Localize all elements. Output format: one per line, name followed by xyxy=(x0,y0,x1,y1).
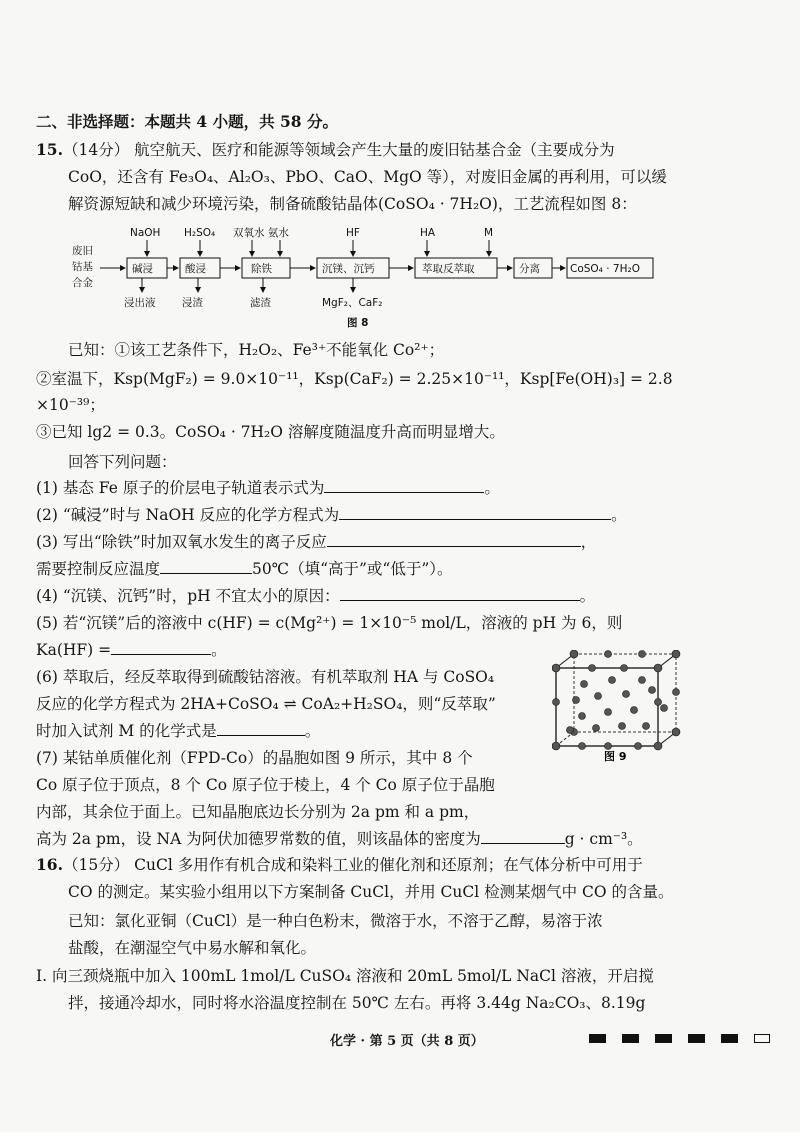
sub3b-end: 50℃（填“高于”或“低于”）。 xyxy=(252,560,453,578)
q16-line-6: 拌，接通冷却水，同时将水浴温度控制在 50℃ 左右。再将 3.44g Na₂CO₃、8.19g xyxy=(68,994,646,1012)
q15-sub-7d xyxy=(36,829,643,849)
start-material-label-2: 钴基 xyxy=(72,261,93,273)
footer-mark xyxy=(688,1034,705,1043)
q15-sub-7c: 内部，其余位于面上。已知晶胞底边长分别为 2a pm 和 a pm， xyxy=(36,803,480,821)
q15-sub-7a: (7) 某钴单质催化剂（FPD-Co）的晶胞如图 9 所示，其中 8 个 xyxy=(36,749,473,767)
footer-mark xyxy=(655,1034,672,1043)
sub7-answer-blank[interactable] xyxy=(481,829,565,844)
footer-mark xyxy=(589,1034,606,1043)
input-naoh: NaOH xyxy=(130,227,161,239)
input-hf: HF xyxy=(346,227,360,239)
sub1-answer-blank[interactable] xyxy=(324,478,484,493)
step-precipitate-mg-ca: 沉镁、沉钙 xyxy=(322,263,375,275)
sub3-answer-blank[interactable] xyxy=(327,532,581,547)
sub6-answer-blank[interactable] xyxy=(217,721,305,736)
figure9-caption: 图 9 xyxy=(604,750,627,762)
q15-intro-line-3: 解资源短缺和减少环境污染，制备硫酸钴晶体(CoSO₄ · 7H₂O)，工艺流程如图 8： xyxy=(68,195,637,213)
page-footer: 化学 · 第 5 页（共 8 页） xyxy=(330,1034,484,1049)
footer-page-marks xyxy=(589,1028,786,1047)
sub1-text: (1) 基态 Fe 原子的价层电子轨道表示式为 xyxy=(36,479,325,497)
q16-line-3: 已知：氯化亚铜（CuCl）是一种白色粉末，微溶于水，不溶于乙醇，易溶于浓 xyxy=(68,912,603,930)
sub6c-text: 时加入试剂 M 的化学式是 xyxy=(36,722,217,740)
sub5-answer-blank[interactable] xyxy=(111,640,211,655)
output-mgf2-caf2: MgF₂、CaF₂ xyxy=(322,297,383,309)
q16-line-5: Ⅰ. 向三颈烧瓶中加入 100mL 1mol/L CuSO₄ 溶液和 20mL 5mol/L NaCl 溶液，开启搅 xyxy=(36,967,654,985)
figure9-unit-cell xyxy=(552,650,687,762)
output-leachate: 浸出液 xyxy=(124,297,156,309)
q15-prompt: 回答下列问题： xyxy=(68,453,177,471)
q16-line-1: CuCl 多用作有机合成和染料工业的催化剂和还原剂；在气体分析中可用于 xyxy=(134,856,643,874)
sub1-end: 。 xyxy=(484,479,500,497)
footer-mark xyxy=(721,1034,738,1043)
q15-sub-5b xyxy=(36,640,227,660)
step-product: CoSO₄ · 7H₂O xyxy=(570,263,640,275)
step-extraction: 萃取反萃取 xyxy=(422,263,475,275)
sub2-end: 。 xyxy=(611,506,627,524)
step-alkali-leach: 碱浸 xyxy=(132,263,153,275)
step-acid-leach: 酸浸 xyxy=(185,263,206,275)
q15-sub-7b: Co 原子位于顶点，8 个 Co 原子位于棱上，4 个 Co 原子位于晶胞 xyxy=(36,776,495,794)
input-h2o2-ammonia: 双氧水 氨水 xyxy=(233,227,289,239)
q15-points: （14分） xyxy=(62,141,130,159)
q16-line-2: CO 的测定。某实验小组用以下方案制备 CuCl，并用 CuCl 检测某烟气中 CO 的含量。 xyxy=(68,883,674,901)
q15-intro-line-2: CoO，还含有 Fe₃O₄、Al₂O₃、PbO、CaO、MgO 等），对废旧金属的再利用，可以缓 xyxy=(68,168,667,186)
q15-number: 15. xyxy=(36,140,63,159)
q15-known-3: ③已知 lg2 = 0.3。CoSO₄ · 7H₂O 溶解度随温度升高而明显增大。 xyxy=(36,423,505,441)
sub3-text: (3) 写出“除铁”时加双氧水发生的离子反应 xyxy=(36,533,327,551)
q15-sub-6c xyxy=(36,721,320,741)
figure8-caption: 图 8 xyxy=(347,317,369,329)
sub2-answer-blank[interactable] xyxy=(339,505,611,520)
q15-sub-4 xyxy=(36,586,595,606)
sub2-text: (2) “碱浸”时与 NaOH 反应的化学方程式为 xyxy=(36,506,340,524)
q16-number: 16. xyxy=(36,855,63,874)
sub5b-text: Ka(HF) = xyxy=(36,641,112,659)
q15-sub-2 xyxy=(36,505,627,525)
step-separation: 分离 xyxy=(519,263,540,275)
sub5b-end: 。 xyxy=(211,641,227,659)
start-material-label-3: 合金 xyxy=(72,277,93,289)
q15-known-1: 已知：①该工艺条件下，H₂O₂、Fe³⁺不能氧化 Co²⁺； xyxy=(68,341,445,359)
footer-mark xyxy=(622,1034,639,1043)
q16-points: （15分） xyxy=(62,856,130,874)
section-heading: 二、非选择题：本题共 4 小题，共 58 分。 xyxy=(36,112,338,131)
start-material-label-1: 废旧 xyxy=(72,245,93,257)
q15-known-2b: ×10⁻³⁹； xyxy=(36,396,105,414)
output-filter-residue: 滤渣 xyxy=(250,297,271,309)
footer-mark-hollow xyxy=(754,1034,770,1043)
q15-sub-3b xyxy=(36,559,453,579)
input-m: M xyxy=(484,227,494,239)
q15-known-2: ②室温下，Ksp(MgF₂) = 9.0×10⁻¹¹，Ksp(CaF₂) = 2.25×10⁻¹¹，Ksp[Fe(OH)₃] = 2.8 xyxy=(36,370,673,388)
q15-sub-5a: (5) 若“沉镁”后的溶液中 c(HF) = c(Mg²⁺) = 1×10⁻⁵ mol/L，溶液的 pH 为 6，则 xyxy=(36,614,623,632)
q15-sub-6a: (6) 萃取后，经反萃取得到硫酸钴溶液。有机萃取剂 HA 与 CoSO₄ xyxy=(36,668,495,686)
sub7d-end: g · cm⁻³。 xyxy=(564,830,643,848)
q15-sub-3 xyxy=(36,532,596,552)
q16-line-4: 盐酸，在潮湿空气中易水解和氧化。 xyxy=(68,939,317,957)
input-ha: HA xyxy=(420,227,436,239)
output-leach-residue: 浸渣 xyxy=(182,297,203,309)
sub4-answer-blank[interactable] xyxy=(340,586,580,601)
q15-sub-6b: 反应的化学方程式为 2HA+CoSO₄ ⇌ CoA₂+H₂SO₄，则“反萃取” xyxy=(36,695,496,713)
q15-header xyxy=(36,140,615,160)
input-h2so4: H₂SO₄ xyxy=(184,227,216,239)
sub3b-answer-blank[interactable] xyxy=(160,559,252,574)
q16-header xyxy=(36,855,643,875)
sub4-text: (4) “沉镁、沉钙”时，pH 不宜太小的原因： xyxy=(36,587,340,605)
sub3-end: ， xyxy=(580,533,597,551)
q15-intro-line-1: 航空航天、医疗和能源等领域会产生大量的废旧钴基合金（主要成分为 xyxy=(134,141,615,159)
q15-sub-1 xyxy=(36,478,500,498)
sub3b-text: 需要控制反应温度 xyxy=(36,560,161,578)
sub7d-text: 高为 2a pm，设 NA 为阿伏加德罗常数的值，则该晶体的密度为 xyxy=(36,830,481,848)
sub4-end: 。 xyxy=(579,587,596,605)
process-flowchart xyxy=(70,222,670,332)
sub6c-end: 。 xyxy=(304,722,321,740)
step-iron-removal: 除铁 xyxy=(251,263,272,275)
